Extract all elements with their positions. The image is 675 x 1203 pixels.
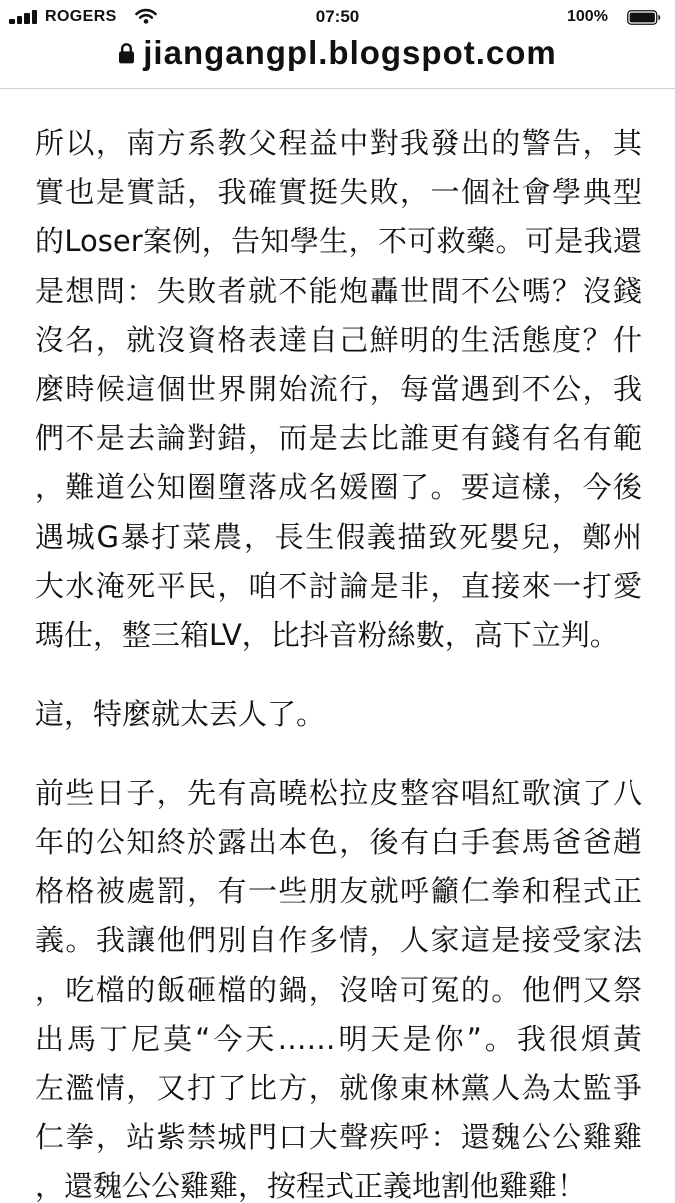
text-line: 出馬丁尼莫“今天……明天是你”。我很煩黃 (35, 1021, 642, 1056)
text-line: 年的公知終於露出本色，後有白手套馬爸爸趙 (35, 825, 642, 860)
text-line: 左濫情，又打了比方，就像東林黨人為太監爭 (35, 1071, 642, 1105)
article-paragraph (35, 696, 642, 731)
battery-icon (627, 10, 661, 25)
clock: 07:50 (315, 7, 360, 26)
article-body (35, 126, 642, 1203)
text-line: 大水淹死平民，咱不討論是非，直接來一打愛 (35, 568, 642, 603)
text-line: 格格被處罰，有一些朋友就呼籲仁拳和程式正 (35, 874, 642, 909)
text-line: 所以，南方系教父程益中對我發出的警告，其 (35, 126, 642, 160)
article-paragraph (35, 126, 642, 652)
address-bar-divider (0, 88, 675, 89)
address-bar[interactable] (0, 34, 675, 72)
text-line: 仁拳，站紫禁城門口大聲疾呼：還魏公公雞雞 (35, 1120, 642, 1155)
text-line: 麼時候這個世界開始流行，每當遇到不公，我 (35, 371, 642, 406)
text-line: 沒名，就沒資格表達自己鮮明的生活態度？什 (35, 322, 642, 357)
text-line: 的Loser案例，告知學生，不可救藥。可是我還 (35, 224, 642, 259)
carrier-name: ROGERS (45, 8, 117, 25)
lock-icon (118, 42, 135, 64)
text-line: ，吃檔的飯砸檔的鍋，沒啥可冤的。他們又祭 (35, 972, 642, 1007)
text-line: 是想問：失敗者就不能炮轟世間不公嗎？沒錢 (35, 273, 642, 308)
text-line: 們不是去論對錯，而是去比誰更有錢有名有範 (35, 421, 642, 456)
text-line: ，難道公知圈墮落成名媛圈了。要這樣，今後 (35, 470, 642, 505)
status-bar (0, 0, 675, 34)
text-line: 遇城G暴打菜農，長生假義描致死嬰兒，鄭州 (35, 519, 642, 554)
text-line: 前些日子，先有高曉松拉皮整容唱紅歌演了八 (35, 775, 642, 810)
text-line: 這，特麼就太丟人了。 (35, 696, 326, 731)
article-paragraph (35, 775, 642, 1203)
text-line: 瑪仕，整三箱LV，比抖音粉絲數，高下立判。 (35, 617, 619, 652)
battery-percentage: 100% (567, 8, 608, 25)
text-line: ，還魏公公雞雞，按程式正義地割他雞雞！ (35, 1169, 587, 1203)
url-text[interactable]: jiangangpl.blogspot.com (143, 34, 557, 71)
text-line: 實也是實話，我確實挺失敗，一個社會學典型 (35, 175, 642, 210)
text-line: 義。我讓他們別自作多情，人家這是接受家法 (35, 923, 642, 958)
